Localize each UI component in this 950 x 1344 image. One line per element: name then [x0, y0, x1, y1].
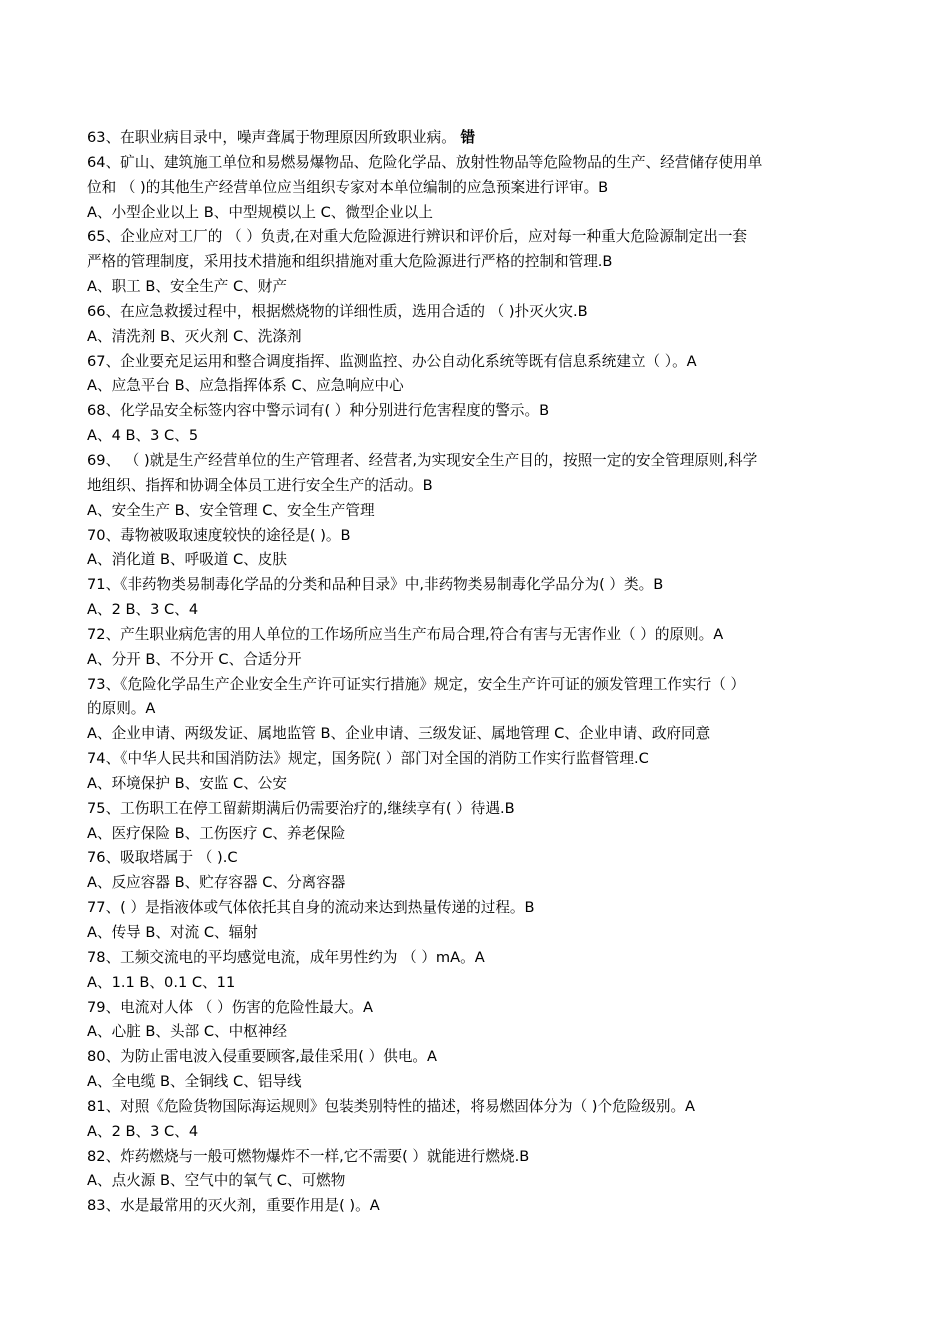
question-68: 68、化学品安全标签内容中警示词有( ）种分别进行危害程度的警示。B	[87, 402, 550, 420]
options-82: A、点火源 B、空气中的氧气 C、可燃物	[87, 1172, 346, 1190]
question-83: 83、水是最常用的灭火剂，重要作用是( )。A	[87, 1197, 380, 1215]
question-73-cont: 的原则。A	[87, 700, 156, 718]
options-65: A、职工 B、安全生产 C、财产	[87, 278, 287, 296]
question-79: 79、电流对人体 （ ）伤害的危险性最大。A	[87, 998, 373, 1016]
question-72: 72、产生职业病危害的用人单位的工作场所应当生产布局合理,符合有害与无害作业（ ）的原则。A	[87, 625, 724, 643]
question-82: 82、炸药燃烧与一般可燃物爆炸不一样,它不需要( ）就能进行燃烧.B	[87, 1147, 530, 1165]
question-78: 78、工频交流电的平均感觉电流，成年男性约为 （ ）mA。A	[87, 948, 485, 966]
options-69: A、安全生产 B、安全管理 C、安全生产管理	[87, 501, 375, 519]
options-81: A、2 B、3 C、4	[87, 1122, 199, 1140]
question-69: 69、 （ )就是生产经营单位的生产管理者、经营者,为实现安全生产目的，按照一定的安全管理原则,科学	[87, 451, 758, 469]
question-67: 67、企业要充足运用和整合调度指挥、监测监控、办公自动化系统等既有信息系统建立（ ）。A	[87, 352, 697, 370]
question-76: 76、吸取塔属于 （ ).C	[87, 849, 238, 867]
options-79: A、心脏 B、头部 C、中枢神经	[87, 1023, 287, 1041]
question-69-cont: 地组织、指挥和协调全体员工进行安全生产的活动。B	[87, 476, 433, 494]
question-74: 74、《中华人民共和国消防法》规定，国务院( ）部门对全国的消防工作实行监督管理.C	[87, 750, 649, 768]
options-77: A、传导 B、对流 C、辐射	[87, 924, 258, 941]
options-66: A、清洗剂 B、灭火剂 C、洗涤剂	[87, 327, 302, 345]
options-68: A、4 B、3 C、5	[87, 427, 199, 445]
question-66: 66、在应急救援过程中，根据燃烧物的详细性质，选用合适的 （ )扑灭火灾.B	[87, 302, 588, 320]
options-80: A、全电缆 B、全铜线 C、铝导线	[87, 1073, 302, 1091]
question-64: 64、矿山、建筑施工单位和易燃易爆物品、危险化学品、放射性物品等危险物品的生产、经营储存使用单	[87, 153, 763, 171]
question-80: 80、为防止雷电波入侵重要顾客,最佳采用( ）供电。A	[87, 1048, 437, 1066]
options-72: A、分开 B、不分开 C、合适分开	[87, 650, 302, 668]
options-76: A、反应容器 B、贮存容器 C、分离容器	[87, 874, 346, 892]
question-65-cont: 严格的管理制度，采用技术措施和组织措施对重大危险源进行严格的控制和管理.B	[87, 253, 613, 271]
options-67: A、应急平台 B、应急指挥体系 C、应急响应中心	[87, 377, 404, 395]
question-77: 77、( ）是指液体或气体依托其自身的流动来达到热量传递的过程。B	[87, 899, 535, 917]
options-78: A、1.1 B、0.1 C、11	[87, 973, 236, 991]
question-70: 70、毒物被吸取速度较快的途径是( )。B	[87, 526, 351, 544]
options-71: A、2 B、3 C、4	[87, 601, 199, 619]
options-73: A、企业申请、两级发证、属地监管 B、企业申请、三级发证、属地管理 C、企业申请、政府同意	[87, 725, 711, 743]
question-73: 73、《危险化学品生产企业安全生产许可证实行措施》规定，安全生产许可证的颁发管理工作实行（ ）	[87, 675, 746, 693]
options-74: A、环境保护 B、安监 C、公安	[87, 774, 287, 792]
question-63: 63、在职业病目录中，噪声聋属于物理原因所致职业病。 错	[87, 129, 476, 146]
question-71: 71、《非药物类易制毒化学品的分类和品种目录》中,非药物类易制毒化学品分为( ）类。B	[87, 576, 664, 594]
question-64-cont: 位和 （ )的其他生产经营单位应当组织专家对本单位编制的应急预案进行评审。B	[87, 178, 609, 196]
question-65: 65、企业应对工厂的 （ ）负责,在对重大危险源进行辨识和评价后，应对每一种重大危险源制定出一套	[87, 228, 748, 246]
question-75: 75、工伤职工在停工留薪期满后仍需要治疗的,继续享有( ）待遇.B	[87, 799, 515, 817]
options-75: A、医疗保险 B、工伤医疗 C、养老保险	[87, 824, 346, 842]
answer-mark: 错	[460, 129, 476, 146]
question-81: 81、对照《危险货物国际海运规则》包装类别特性的描述，将易燃固体分为（ )个危险级别。A	[87, 1097, 696, 1115]
options-70: A、消化道 B、呼吸道 C、皮肤	[87, 551, 287, 569]
options-64: A、小型企业以上 B、中型规模以上 C、微型企业以上	[87, 203, 433, 221]
